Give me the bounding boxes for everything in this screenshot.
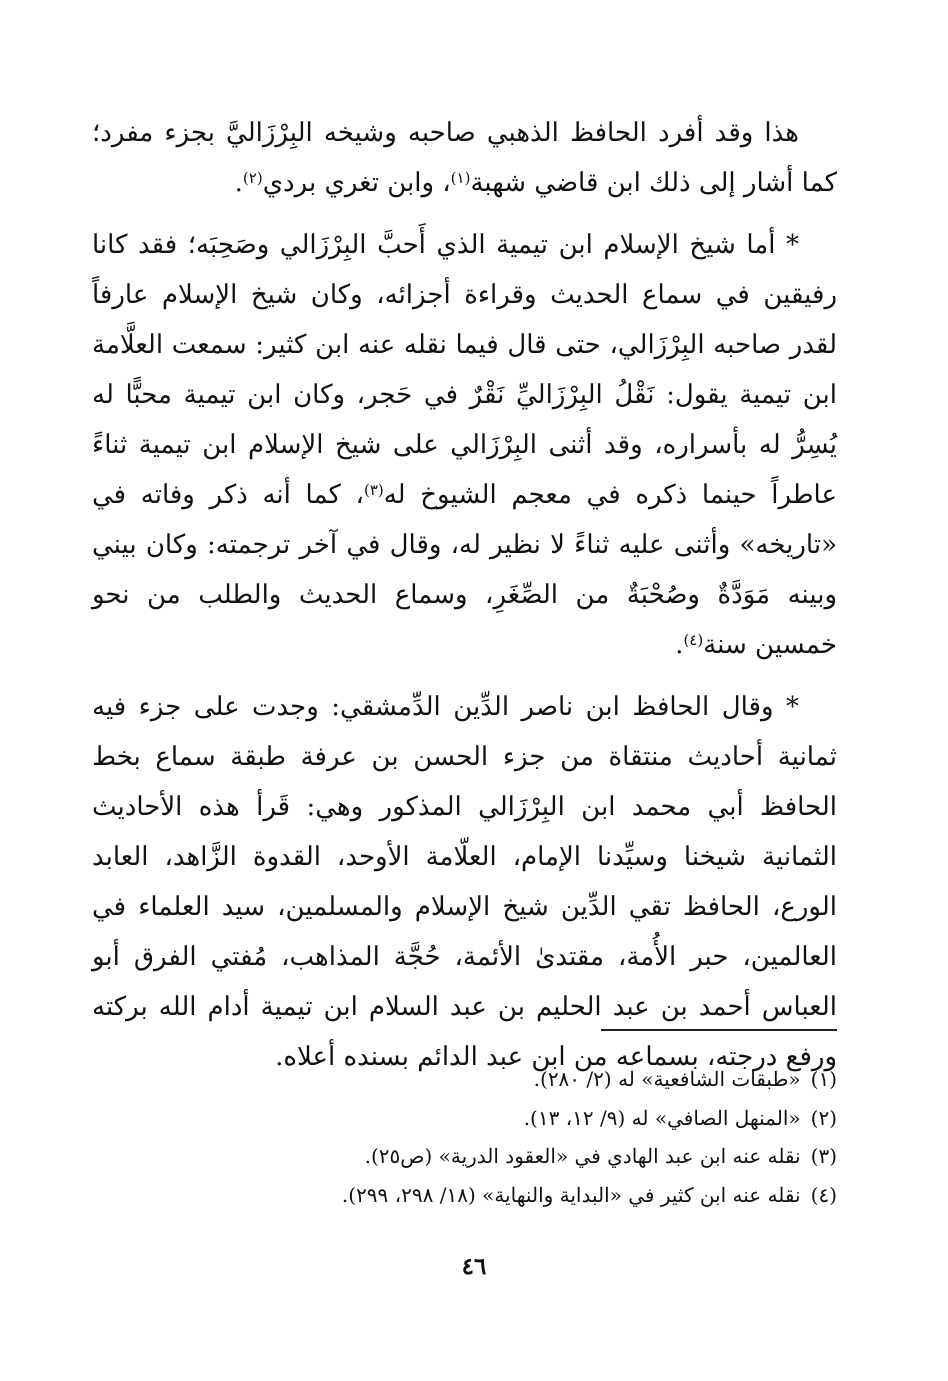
page-number: ٤٦ (461, 1253, 487, 1280)
footnote-text: نقله عنه ابن عبد الهادي في «العقود الدرية» (ص٢٥). (364, 1144, 801, 1168)
footnote-divider (601, 1029, 837, 1031)
footnote-text: «طبقات الشافعية» له (٢/ ٢٨٠). (533, 1067, 801, 1091)
footnote (92, 1176, 837, 1215)
footnote-number: (٣) (810, 1144, 837, 1168)
paragraph (92, 108, 837, 208)
footnote-reference: (٢) (242, 169, 263, 187)
paragraph (92, 682, 837, 1082)
footnote-reference: (٣) (363, 481, 384, 499)
paragraph-text: ، وابن تغري بردي (262, 168, 451, 198)
footnote (92, 1137, 837, 1176)
footnote-number: (١) (810, 1067, 837, 1091)
paragraph-text: ، كما أنه ذكر وفاته في «تاريخه» وأثنى عليه ثناءً لا نظير له، وقال في آخر ترجمته: وكان بيني وبينه مَوَدَّةٌ وصُحْبَةٌ من الصِّغَرِ، وسماع الحديث والطلب من نحو خمسين سنة (92, 480, 837, 660)
footnote-text: «المنهل الصافي» له (٩/ ١٢، ١٣). (523, 1105, 801, 1130)
paragraph-text: * وقال الحافظ ابن ناصر الدِّين الدِّمشقي: وجدت على جزء فيه ثمانية أحاديث منتقاة من جزء الحسن بن عرفة طبقة سماع بخط الحافظ أبي محمد ابن البِرْزَالي المذكور وهي: قَرأ هذه الأحاديث الثمانية شيخنا وسيِّدنا الإمام، العلّامة الأوحد، القدوة الزَّاهد، العابد الورع، الحافظ تقي الدِّين شيخ الإسلام والمسلمين، سيد العلماء في العالمين، حبر الأُمة، مقتدىٰ الأئمة، حُجَّة المذاهب، مُفتي الفرق أبو العباس أحمد بن عبد الحليم بن عبد السلام ابن تيمية أدام الله بركته ورفع درجته، بسماعه من ابن عبد الدائم بسنده أعلاه. (92, 692, 837, 1072)
footnote (92, 1060, 837, 1099)
footnote (92, 1099, 837, 1138)
paragraph-text: . (234, 168, 243, 198)
footnotes (92, 1060, 837, 1214)
footnote-number: (٤) (810, 1182, 837, 1207)
paragraph-text: . (675, 630, 684, 660)
footnote-number: (٢) (810, 1105, 837, 1130)
footnote-reference: (١) (450, 169, 471, 187)
paragraph (92, 220, 837, 670)
paragraph-text: هذا وقد أفرد الحافظ الذهبي صاحبه وشيخه البِرْزَاليَّ بجزء مفرد؛ كما أشار إلى ذلك ابن قاضي شهبة (92, 118, 837, 198)
paragraph-text: * أما شيخ الإسلام ابن تيمية الذي أَحبَّ البِرْزَالي وصَحِبَه؛ فقد كانا رفيقين في سماع الحديث وقراءة أجزائه، وكان شيخ الإسلام عارفاً لقدر صاحبه البِرْزَالي، حتى قال فيما نقله عنه ابن كثير: سمعت العلَّامة ابن تيمية يقول: نَقْلُ البِرْزَاليِّ نَقْرٌ في حَجر، وكان ابن تيمية محبًّا له يُسِرُّ له بأسراره، وقد أثنى البِرْزَالي على شيخ الإسلام ابن تيمية ثناءً عاطراً حينما ذكره في معجم الشيوخ له (92, 230, 837, 510)
main-text (92, 108, 837, 1082)
footnote-reference: (٤) (683, 631, 704, 649)
footnote-text: نقله عنه ابن كثير في «البداية والنهاية» (١٨/ ٢٩٨، ٢٩٩). (341, 1182, 801, 1207)
